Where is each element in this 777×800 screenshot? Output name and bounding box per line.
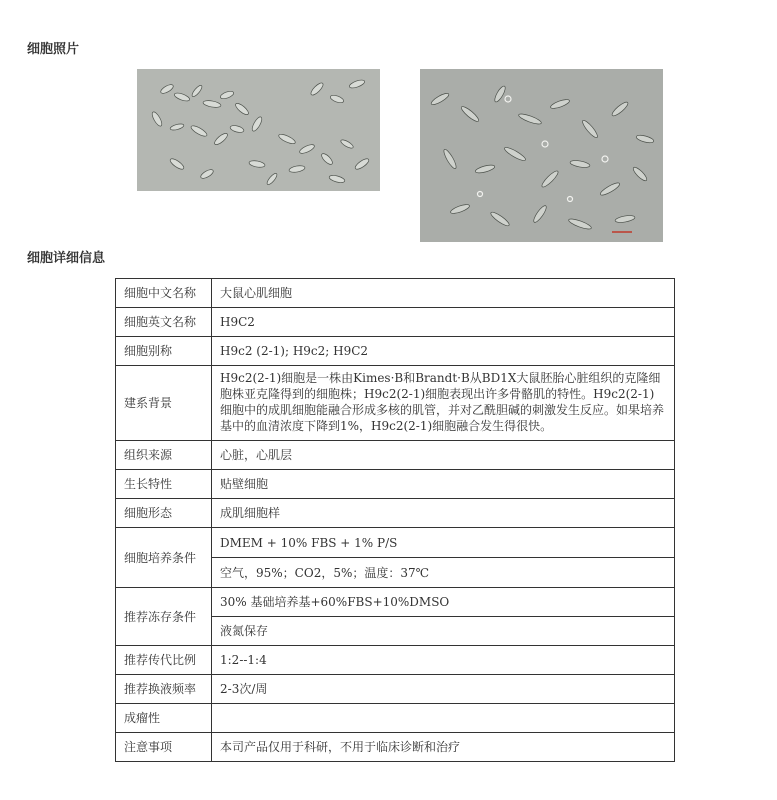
cell-photo-1 [137, 69, 380, 191]
freeze-label: 推荐冻存条件 [116, 588, 212, 646]
cell-micrograph-2 [420, 69, 663, 242]
table-row [116, 733, 675, 762]
passage-value: 1:2--1:4 [212, 646, 675, 675]
cell-details-heading: 细胞详细信息 [27, 251, 106, 266]
growth-value: 贴壁细胞 [212, 470, 675, 499]
en-name-label: 细胞英文名称 [116, 308, 212, 337]
freeze-storage-value: 液氮保存 [212, 617, 675, 646]
table-row [116, 499, 675, 528]
table-row [116, 366, 675, 441]
background-value: H9c2(2-1)细胞是一株由Kimes·B和Brandt·B从BD1X大鼠胚胎心脏组织的克隆细胞株亚克隆得到的细胞株；H9c2(2-1)细胞表现出许多骨骼肌的特性。H9c2(2-1)细胞中的成肌细胞能融合形成多核的肌管，并对乙酰胆碱的刺激发生反应。如果培养基中的血清浓度下降到1%，H9c2(2-1)细胞融合发生得很快。 [212, 366, 675, 441]
table-row [116, 646, 675, 675]
en-name-value: H9C2 [212, 308, 675, 337]
background-label: 建系背景 [116, 366, 212, 441]
culture-medium-value: DMEM + 10% FBS + 1% P/S [212, 528, 675, 558]
notes-label: 注意事项 [116, 733, 212, 762]
morphology-label: 细胞形态 [116, 499, 212, 528]
tissue-value: 心脏，心肌层 [212, 441, 675, 470]
cn-name-label: 细胞中文名称 [116, 279, 212, 308]
medium-change-value: 2-3次/周 [212, 675, 675, 704]
medium-change-label: 推荐换液频率 [116, 675, 212, 704]
culture-atmosphere-value: 空气，95%；CO2，5%；温度：37℃ [212, 558, 675, 588]
culture-label: 细胞培养条件 [116, 528, 212, 588]
cell-details-table [115, 278, 675, 762]
table-row [116, 675, 675, 704]
alias-label: 细胞别称 [116, 337, 212, 366]
tissue-label: 组织来源 [116, 441, 212, 470]
cell-micrograph-1 [137, 69, 380, 191]
freeze-medium-value: 30% 基础培养基+60%FBS+10%DMSO [212, 588, 675, 617]
table-row [116, 704, 675, 733]
notes-value: 本司产品仅用于科研，不用于临床诊断和治疗 [212, 733, 675, 762]
cell-photo-2 [420, 69, 663, 242]
growth-label: 生长特性 [116, 470, 212, 499]
table-row [116, 308, 675, 337]
morphology-value: 成肌细胞样 [212, 499, 675, 528]
tumorigenic-label: 成瘤性 [116, 704, 212, 733]
table-row [116, 279, 675, 308]
passage-label: 推荐传代比例 [116, 646, 212, 675]
tumorigenic-value [212, 704, 675, 733]
cn-name-value: 大鼠心肌细胞 [212, 279, 675, 308]
table-row [116, 337, 675, 366]
table-row [116, 528, 675, 558]
alias-value: H9c2 (2-1); H9c2; H9C2 [212, 337, 675, 366]
table-row [116, 470, 675, 499]
table-row [116, 441, 675, 470]
cell-photos-heading: 细胞照片 [27, 42, 80, 57]
table-row [116, 588, 675, 617]
